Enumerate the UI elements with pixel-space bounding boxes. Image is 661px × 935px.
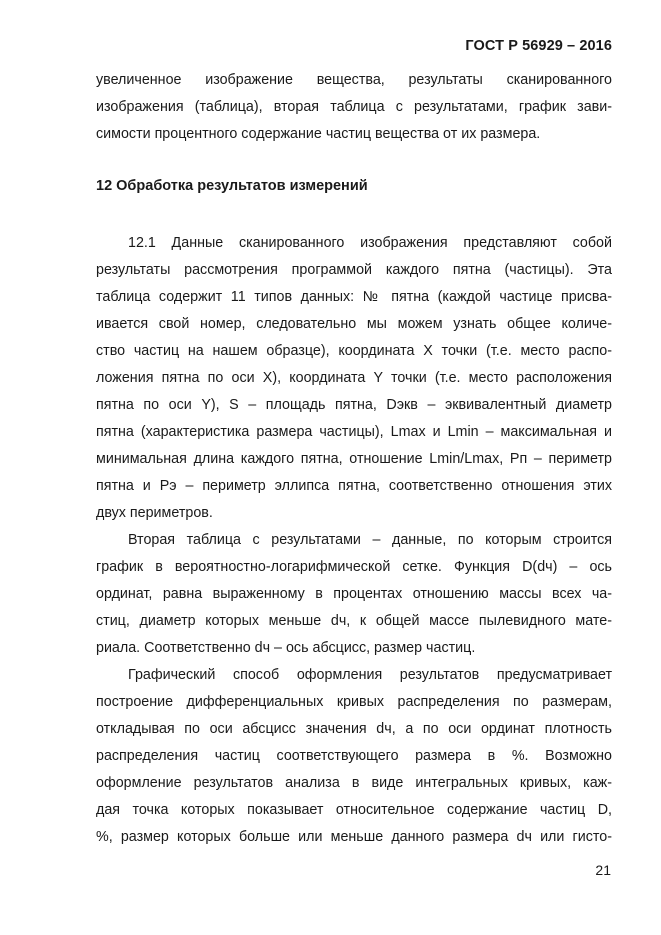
paragraph-line: риала. Соответственно dч – ось абсцисс, размер частиц.	[96, 640, 476, 656]
paragraph-line: Вторая таблица с результатами – данные, по которым строится	[128, 532, 612, 548]
section-heading: 12 Обработка результатов измерений	[96, 178, 368, 194]
paragraph-line: пятна (характеристика размера частицы), Lmax и Lmin – максимальная и	[96, 424, 612, 440]
paragraph-line: пятна по оси Y), S – площадь пятна, Dэкв – эквивалентный диаметр	[96, 397, 612, 413]
paragraph-line: оформление результатов анализа в виде интегральных кривых, каж-	[96, 775, 612, 791]
paragraph-line: график в вероятностно-логарифмической сетке. Функция D(dч) – ось	[96, 559, 612, 575]
paragraph-line: %, размер которых больше или меньше данного размера dч или гисто-	[96, 829, 612, 845]
paragraph-line: Графический способ оформления результатов предусматривает	[128, 667, 612, 683]
paragraph-line: стиц, диаметр которых меньше dч, к общей массе пылевидного мате-	[96, 613, 612, 629]
intro-line: симости процентного содержание частиц вещества от их размера.	[96, 126, 541, 142]
paragraph-line: ивается свой номер, следовательно мы можем узнать общее количе-	[96, 316, 612, 332]
paragraph-line: пятна и Pэ – периметр эллипса пятна, соответственно отношения этих	[96, 478, 612, 494]
paragraph-line: результаты рассмотрения программой каждого пятна (частицы). Эта	[96, 262, 612, 278]
page-number: 21	[595, 862, 611, 878]
paragraph-line: минимальная длина каждого пятна, отношение Lmin/Lmax, Pп – периметр	[96, 451, 612, 467]
document-standard-header: ГОСТ Р 56929 – 2016	[465, 38, 612, 54]
paragraph-line: ство частиц на нашем образце), координата X точки (т.е. место распо-	[96, 343, 612, 359]
paragraph-line: ординат, равна выраженному в процентах отношению массы всех ча-	[96, 586, 612, 602]
paragraph-line: распределения частиц соответствующего размера в %. Возможно	[96, 748, 612, 764]
intro-line: увеличенное изображение вещества, результаты сканированного	[96, 72, 612, 88]
paragraph-line: двух периметров.	[96, 505, 213, 521]
intro-line: изображения (таблица), вторая таблица с результатами, график зави-	[96, 99, 612, 115]
paragraph-line: таблица содержит 11 типов данных: № пятна (каждой частице присва-	[96, 289, 612, 305]
paragraph-line: ложения пятна по оси X), координата Y точки (т.е. место расположения	[96, 370, 612, 386]
paragraph-line: откладывая по оси абсцисс значения dч, а по оси ординат плотность	[96, 721, 612, 737]
paragraph-line: 12.1 Данные сканированного изображения представляют собой	[128, 235, 612, 251]
paragraph-line: дая точка которых показывает относительное содержание частиц D,	[96, 802, 612, 818]
paragraph-line: построение дифференциальных кривых распределения по размерам,	[96, 694, 612, 710]
